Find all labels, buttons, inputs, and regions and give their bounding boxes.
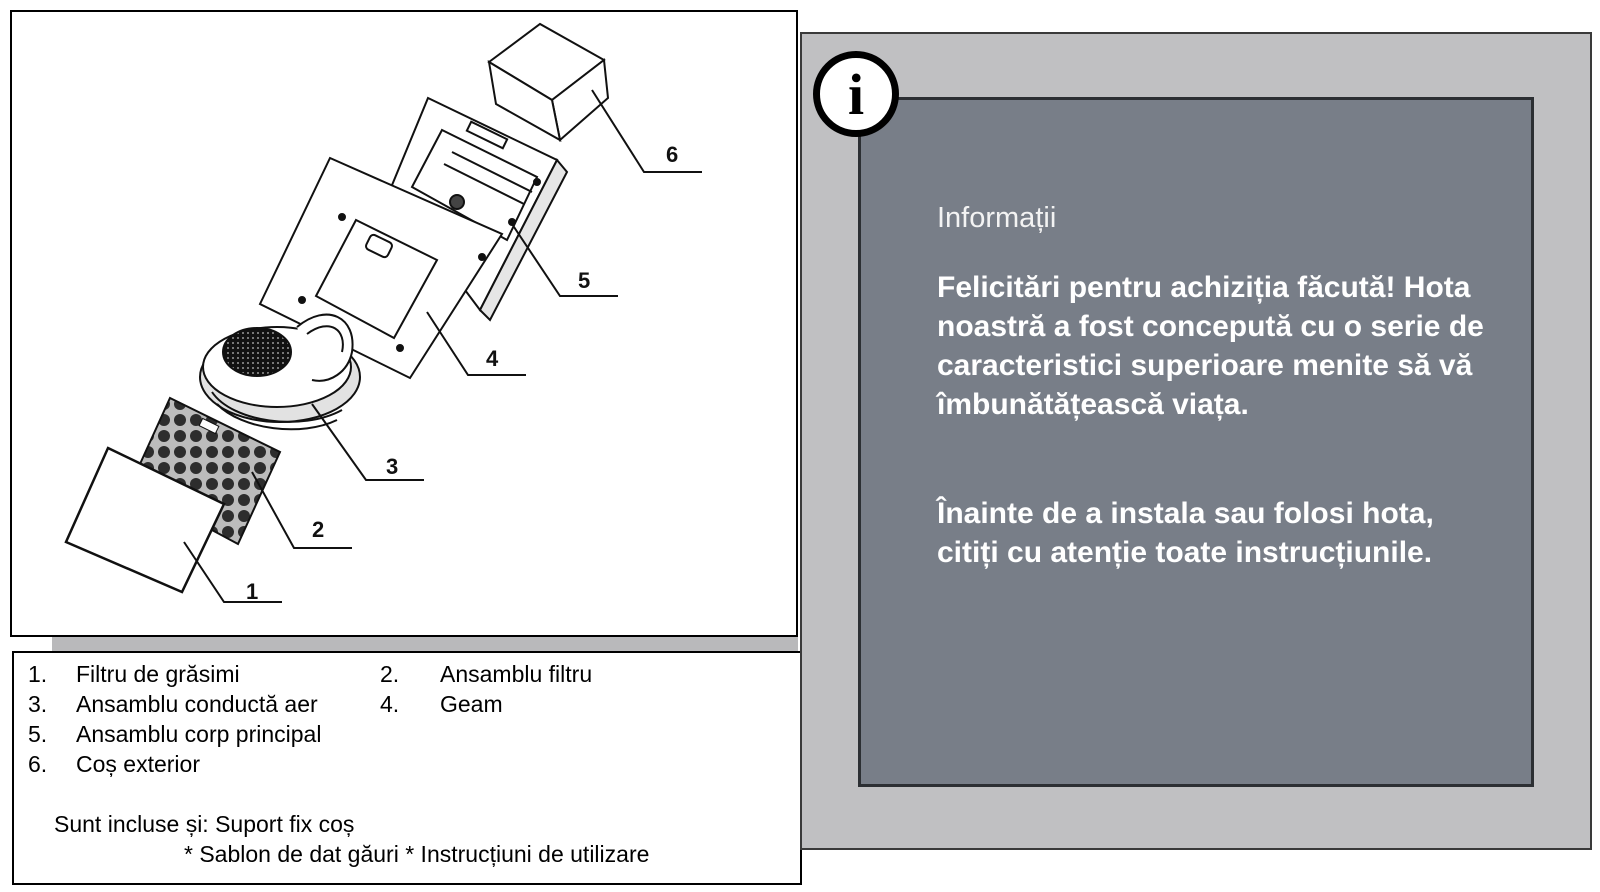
info-paragraph-congratulations: Felicitări pentru achiziția făcută! Hota noastră a fost concepută cu o serie de caracteristici superioare menite să vă îmbunătățească viața. [937,271,1484,421]
legend-number: 2. [380,661,400,687]
legend-number: 4. [380,691,400,717]
included-items-line2: * Sablon de dat găuri * Instrucțiuni de utilizare [184,841,650,867]
parts-legend [12,651,802,885]
info-icon: i [813,51,899,137]
info-paragraph-instructions: Înainte de a instala sau folosi hota, citiți cu atenție toate instrucțiunile. [937,497,1434,569]
info-box [858,97,1534,787]
legend-number: 5. [28,721,48,747]
exploded-diagram [12,12,796,635]
legend-number: 3. [28,691,48,717]
legend-number: 1. [28,661,48,687]
callout-2: 2 [312,517,325,542]
callout-6: 6 [666,142,679,167]
callout-5: 5 [578,268,591,293]
legend-number: 6. [28,751,48,777]
part-exterior-chimney [489,24,608,140]
legend-label: Filtru de grăsimi [76,661,240,687]
legend-label: Geam [440,691,503,717]
callout-4: 4 [486,346,499,371]
included-items-line1: Sunt incluse și: Suport fix coș [54,811,355,837]
legend-label: Ansamblu corp principal [76,721,322,747]
callout-3: 3 [386,454,399,479]
legend-label: Ansamblu filtru [440,661,593,687]
part-air-duct [200,315,360,430]
legend-label: Ansamblu conductă aer [76,691,318,717]
exploded-diagram-panel [10,10,798,637]
callout-1: 1 [246,579,259,604]
info-heading: Informații [937,202,1057,234]
legend-label: Coș exterior [76,751,200,777]
